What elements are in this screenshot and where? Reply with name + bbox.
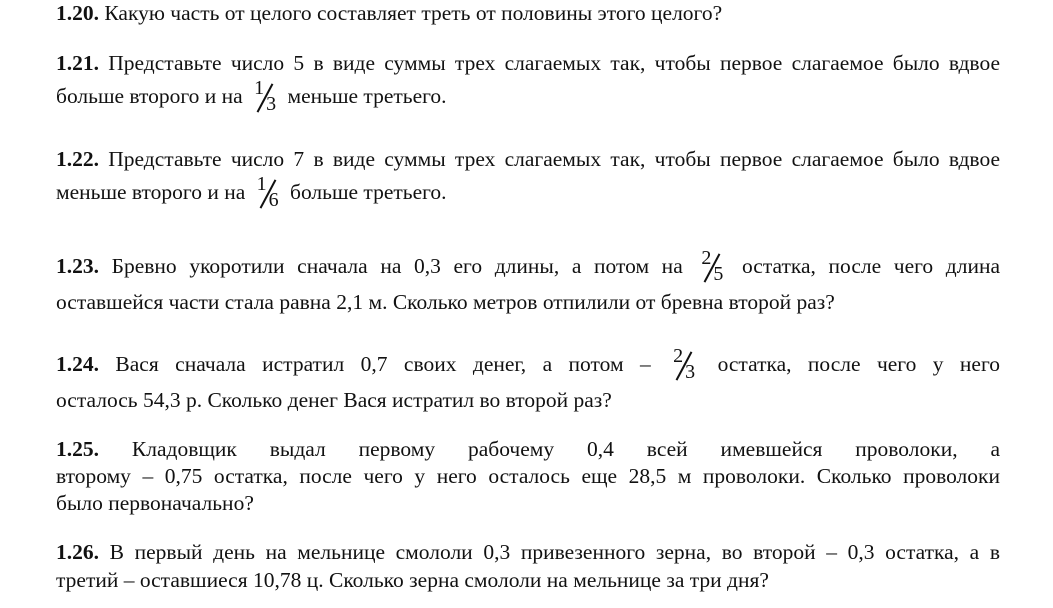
problem-text: Бревно укоротили сначала на 0,3 его длины, а потом на: [111, 254, 683, 278]
problem-text: оставшейся части стала равна 2,1 м. Сколько метров отпилили от бревна второй раз?: [56, 290, 835, 314]
problem-1-22: [56, 143, 1000, 209]
problem-line: [56, 490, 1000, 517]
problem-text: было первоначально?: [56, 491, 254, 515]
problem-line: [56, 346, 1000, 382]
problem-number: 1.21.: [56, 51, 99, 75]
problem-line: [56, 566, 1000, 594]
fraction: [255, 173, 281, 211]
fraction: [252, 77, 278, 115]
problem-1-20: [56, 0, 1000, 30]
fraction-numerator: 2: [673, 345, 684, 367]
problem-number: 1.20.: [56, 1, 99, 25]
problem-line: [56, 463, 1000, 490]
fraction-denominator: 5: [713, 263, 724, 285]
fraction-denominator: 6: [268, 189, 279, 211]
problem-number: 1.22.: [56, 147, 99, 171]
problem-line: [56, 143, 1000, 176]
fraction: [699, 247, 725, 285]
problem-line: [56, 47, 1000, 80]
problem-line: [56, 538, 1000, 566]
problem-text: больше третьего.: [290, 180, 447, 204]
fraction-numerator: 2: [701, 247, 712, 269]
problem-number: 1.26.: [56, 540, 99, 564]
problem-text: Кладовщик выдал первому рабочему 0,4 всей имевшейся проволоки, а: [131, 437, 1001, 461]
problem-number: 1.24.: [56, 352, 99, 376]
problem-line: [56, 77, 1000, 115]
problem-number: 1.23.: [56, 254, 99, 278]
problem-line: [56, 382, 1000, 418]
problem-text: Вася сначала истратил 0,7 своих денег, а потом –: [115, 352, 651, 376]
fraction-denominator: 3: [266, 93, 277, 115]
problem-line: [56, 436, 1000, 463]
problem-text: осталось 54,3 р. Сколько денег Вася истратил во второй раз?: [56, 388, 612, 412]
problem-text: остатка, после чего у него: [717, 352, 1000, 376]
problem-line: [56, 248, 1000, 284]
problem-text: В первый день на мельнице смололи 0,3 привезенного зерна, во второй – 0,3 остатка, а в: [109, 540, 1001, 564]
problem-text: Какую часть от целого составляет треть от половины этого целого?: [104, 1, 723, 25]
problem-text: Представьте число 7 в виде суммы трех слагаемых так, чтобы первое слагаемое было вдвое: [108, 147, 1000, 171]
problem-text: меньше второго и на: [56, 180, 246, 204]
problem-1-26: [56, 538, 1000, 594]
problem-1-23: [56, 248, 1000, 320]
problem-text: Представьте число 5 в виде суммы трех слагаемых так, чтобы первое слагаемое было вдвое: [108, 51, 1000, 75]
problem-number: 1.25.: [56, 437, 99, 461]
problem-text: второму – 0,75 остатка, после чего у него осталось еще 28,5 м проволоки. Сколько проволоки: [56, 464, 1000, 488]
fraction-numerator: 1: [256, 173, 267, 195]
problem-text: остатка, после чего длина: [742, 254, 1001, 278]
problem-text: третий – оставшиеся 10,78 ц. Сколько зерна смололи на мельнице за три дня?: [56, 568, 769, 592]
fraction-numerator: 1: [254, 77, 265, 99]
problem-1-25: [56, 436, 1000, 517]
problem-line: [56, 173, 1000, 211]
problem-text: меньше третьего.: [287, 84, 447, 108]
fraction: [671, 345, 697, 383]
problem-1-21: [56, 47, 1000, 113]
problem-line: [56, 284, 1000, 320]
fraction-denominator: 3: [685, 361, 696, 383]
problem-1-24: [56, 346, 1000, 418]
problem-text: больше второго и на: [56, 84, 243, 108]
